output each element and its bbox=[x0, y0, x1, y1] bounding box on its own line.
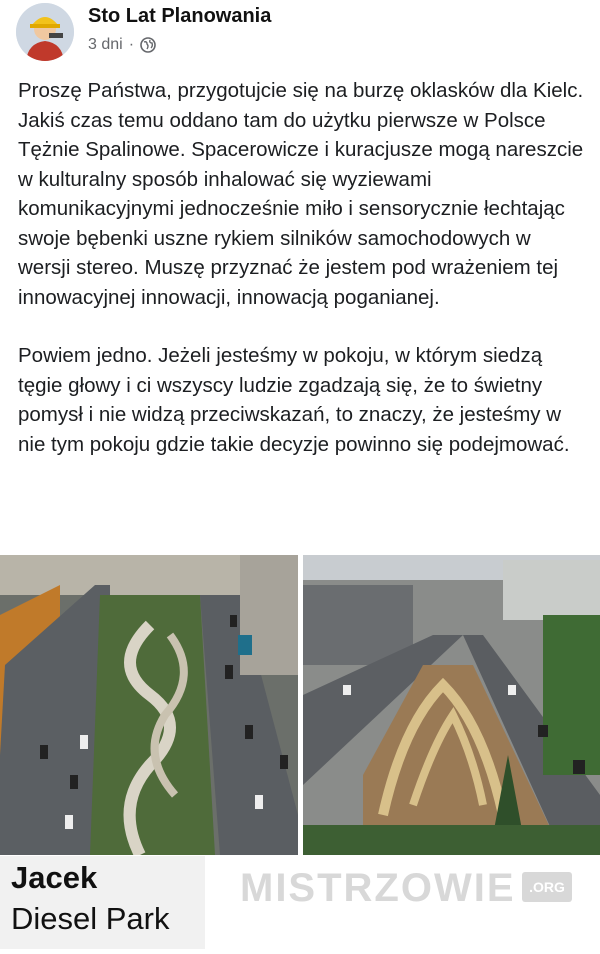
meta-separator: · bbox=[128, 36, 135, 53]
avatar-illustration bbox=[16, 3, 74, 61]
post-paragraph-2: Powiem jedno. Jeżeli jesteśmy w pokoju, w którym siedzą tęgie głowy i ci wszyscy ludzie zgadzają się, że to świetny pomysł i nie widzą przeciwskazań, to znaczy, że jesteśmy w nie tym pokoju gdzie takie decyzje powinno się podejmować. bbox=[18, 344, 570, 456]
post-paragraph-1: Proszę Państwa, przygotujcie się na burzę oklasków dla Kielc. Jakiś czas temu oddano tam do użytku pierwsze w Polsce Tężnie Spalinowe. Spacerowicze i kuracjusze mogą nareszcie w kulturalny sposób inhalować się wyziewami komunikacyjnymi jednocześnie miło i sensorycznie łechtając swoje bębenki uszne rykiem silników samochodowych w wersji stereo. Muszę przyznać że jestem pod wrażeniem tej innowacyjnej innowacji, innowacją poganianej. bbox=[18, 79, 584, 309]
photo-aerial-boulevard[interactable] bbox=[0, 555, 298, 855]
page-name[interactable]: Sto Lat Planowania bbox=[88, 5, 272, 27]
watermark-suffix: .ORG bbox=[522, 872, 572, 902]
photo-aerial-junction[interactable] bbox=[303, 555, 600, 855]
aerial-road-photo bbox=[0, 555, 298, 855]
meme-caption bbox=[0, 856, 205, 949]
post-body bbox=[18, 76, 584, 459]
globe-icon[interactable] bbox=[140, 37, 156, 53]
caption-line-2: Diesel Park bbox=[11, 901, 170, 936]
avatar[interactable] bbox=[16, 3, 74, 61]
watermark-logo: MISTRZOWIE bbox=[240, 866, 516, 910]
post-header bbox=[0, 0, 600, 66]
post-meta bbox=[88, 36, 156, 54]
caption-line-1: Jacek bbox=[11, 860, 98, 895]
aerial-junction-photo bbox=[303, 555, 600, 855]
post-time[interactable]: 3 dni bbox=[88, 36, 123, 53]
photo-grid[interactable] bbox=[0, 555, 600, 855]
